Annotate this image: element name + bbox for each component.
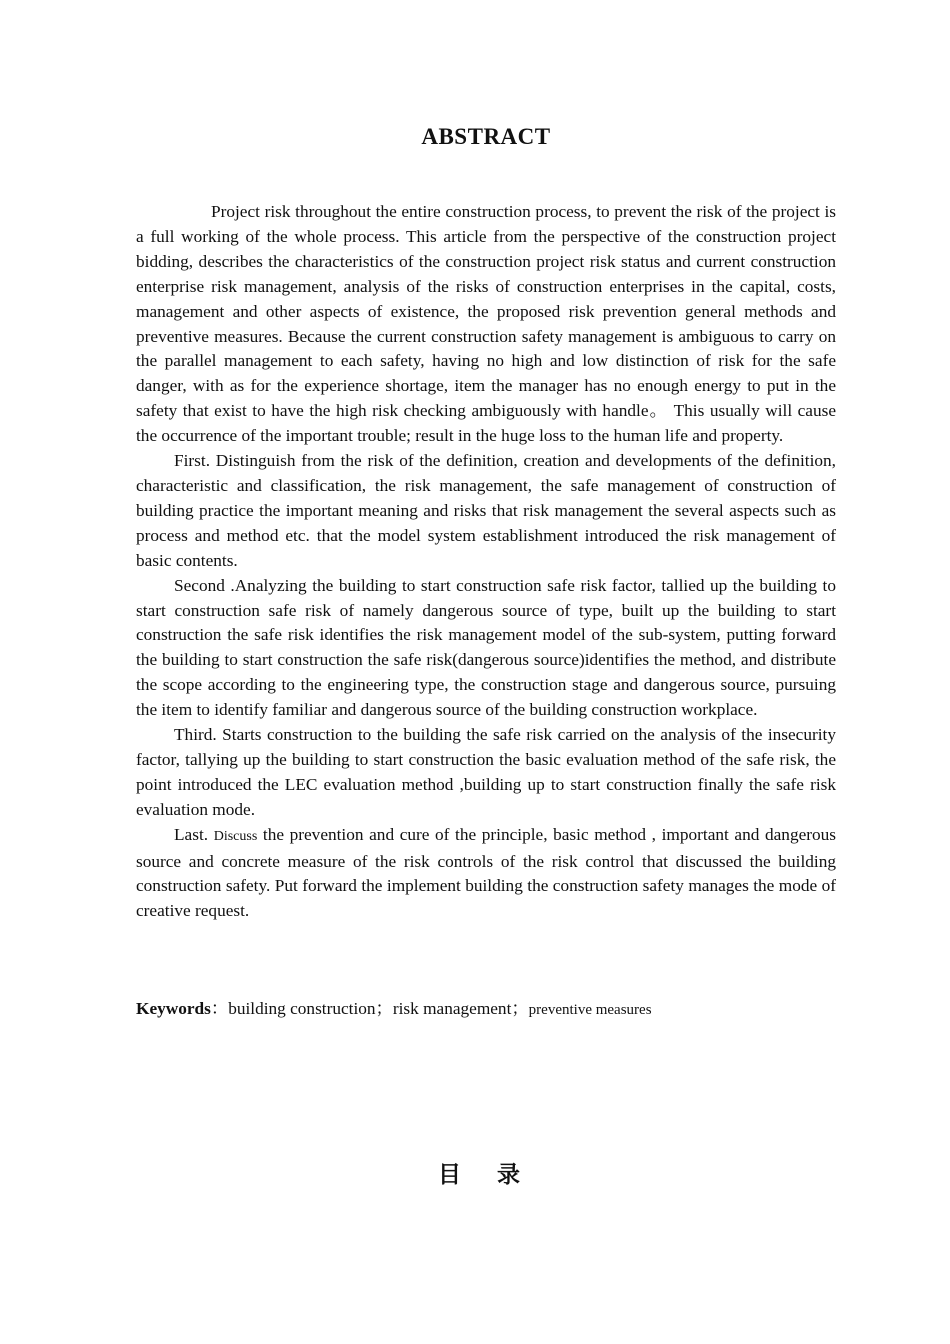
keywords-line (136, 997, 836, 1022)
keywords-separator: ： (210, 999, 229, 1018)
abstract-body (136, 200, 836, 924)
abstract-paragraph-1: Project risk throughout the entire construction process, to prevent the risk of the project is a full working of the whole process. This article from the perspective of the construction project bidding, describes the characteristics of the construction project risk status and current construction enterprise risk management, analysis of the risks of construction enterprises in the capital, costs, management and other aspects of existence, the proposed risk prevention general methods and preventive measures. Because the current construction safety management is ambiguous to carry on the parallel management to each safety, having no high and low distinction of risk for the safe danger, with as for the experience shortage, item the manager has no enough energy to put in the safety that exist to have the high risk checking ambiguously with handle。 This usually will cause the occurrence of the important trouble; result in the huge loss to the human life and property. (136, 202, 836, 446)
abstract-title: ABSTRACT (421, 124, 551, 149)
keyword-separator-1: ； (375, 999, 393, 1018)
toc-title: 目 录 (437, 1162, 534, 1188)
keyword-1: building construction (228, 999, 376, 1018)
keyword-2: risk management (392, 999, 512, 1018)
keyword-3: preventive measures (528, 1002, 652, 1018)
paragraph-5-rest: the prevention and cure of the principle, basic method , important and dangerous source and concrete measure of the risk controls of the risk control that discussed the building construction safety. Put forward the implement building the construction safety manages the mode of creative request. (136, 824, 837, 921)
abstract-paragraph-2: First. Distinguish from the risk of the definition, creation and developments of the definition, characteristic and classification, the risk management, the safe management of construction of building practice the important meaning and risks that risk management the several aspects such as process and method etc. that the model system establishment introduced the risk management of basic contents. (136, 451, 836, 570)
keyword-separator-2: ； (511, 999, 529, 1018)
paragraph-5-word: Discuss (213, 828, 258, 844)
abstract-paragraph-5 (136, 823, 836, 925)
keywords-label: Keywords (136, 999, 211, 1018)
abstract-paragraph-3: Second .Analyzing the building to start construction safe risk factor, tallied up the building to start construction safe risk of namely dangerous source of type, built up the building to start construction the safe risk identifies the risk management model of the sub-system, putting forward the building to start construction the safe risk(dangerous source)identifies the method, and distribute the scope according to the engineering type, the construction stage and dangerous source, pursuing the item to identify familiar and dangerous source of the building construction workplace. (136, 575, 836, 720)
abstract-paragraph-4: Third. Starts construction to the building the safe risk carried on the analysis of the insecurity factor, tallying up the building to start construction the basic evaluation method of the safe risk, the point introduced the LEC evaluation method ,building up to start construction finally the safe risk evaluation mode. (136, 725, 836, 819)
paragraph-5-lead: Last. (174, 824, 209, 844)
